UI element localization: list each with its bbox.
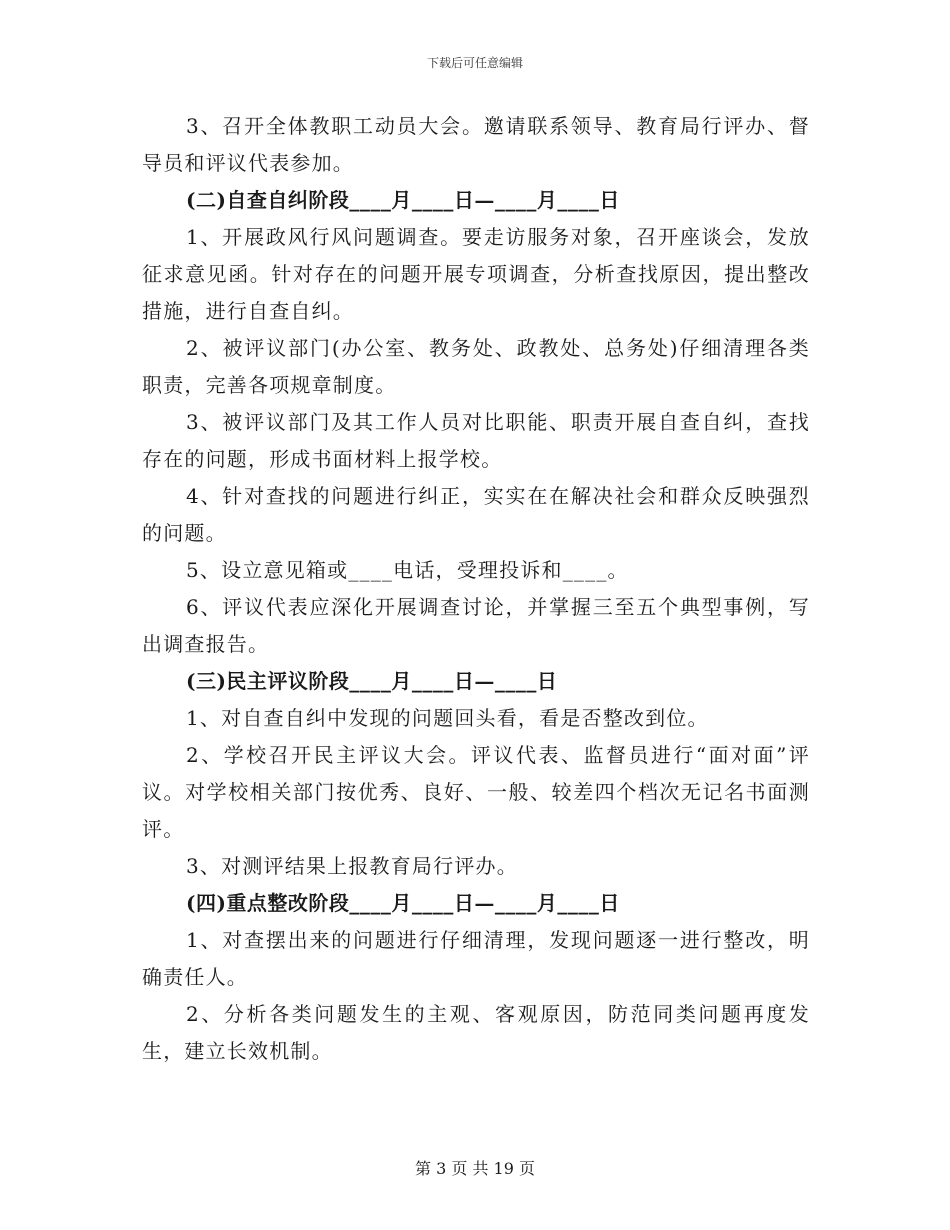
paragraph-survey: 1、开展政风行风问题调查。要走访服务对象，召开座谈会，发放征求意见函。针对存在的问题开展专项调查，分析查找原因，提出整改措施，进行自查自纠。: [142, 225, 810, 323]
paragraph-cleanup: 1、对查摆出来的问题进行仔细清理，发现问题逐一进行整改，明确责任人。: [142, 928, 810, 989]
section-heading-rectification: (四)重点整改阶段____月____日—____月____日: [186, 891, 620, 915]
page-number-footer: 第 3 页 共 19 页: [415, 1159, 535, 1178]
paragraph-review-meeting: 2、学校召开民主评议大会。评议代表、监督员进行“面对面”评议。对学校相关部门按优秀、良好、一般、较差四个档次无记名书面测评。: [142, 743, 810, 841]
paragraph-problem-correction: 4、针对查找的问题进行纠正，实实在在解决社会和群众反映强烈的问题。: [142, 484, 810, 545]
paragraph-look-back: 1、对自查自纠中发现的问题回头看，看是否整改到位。: [186, 706, 709, 730]
page-header-note: 下载后可任意编辑: [426, 56, 523, 70]
section-heading-democratic-review: (三)民主评议阶段____月____日—____日: [186, 669, 558, 693]
document-body: [142, 108, 810, 1070]
paragraph-long-term-mechanism: 2、分析各类问题发生的主观、客观原因，防范同类问题再度发生，建立长效机制。: [142, 1002, 810, 1063]
paragraph-investigation-report: 6、评议代表应深化开展调查讨论，并掌握三至五个典型事例，写出调查报告。: [142, 595, 810, 656]
paragraph-staff-mobilization: 3、召开全体教职工动员大会。邀请联系领导、教育局行评办、督导员和评议代表参加。: [142, 114, 810, 175]
paragraph-self-correction: 3、被评议部门及其工作人员对比职能、职责开展自查自纠，查找存在的问题，形成书面材料上报学校。: [142, 410, 810, 471]
paragraph-duty-review: 2、被评议部门(办公室、教务处、政教处、总务处)仔细清理各类职责，完善各项规章制度。: [142, 336, 810, 397]
paragraph-suggestion-box: 5、设立意见箱或____电话，受理投诉和____。: [186, 558, 629, 582]
section-heading-self-check: (二)自查自纠阶段____月____日—____月____日: [186, 188, 620, 212]
paragraph-report-results: 3、对测评结果上报教育局行评办。: [186, 854, 518, 878]
